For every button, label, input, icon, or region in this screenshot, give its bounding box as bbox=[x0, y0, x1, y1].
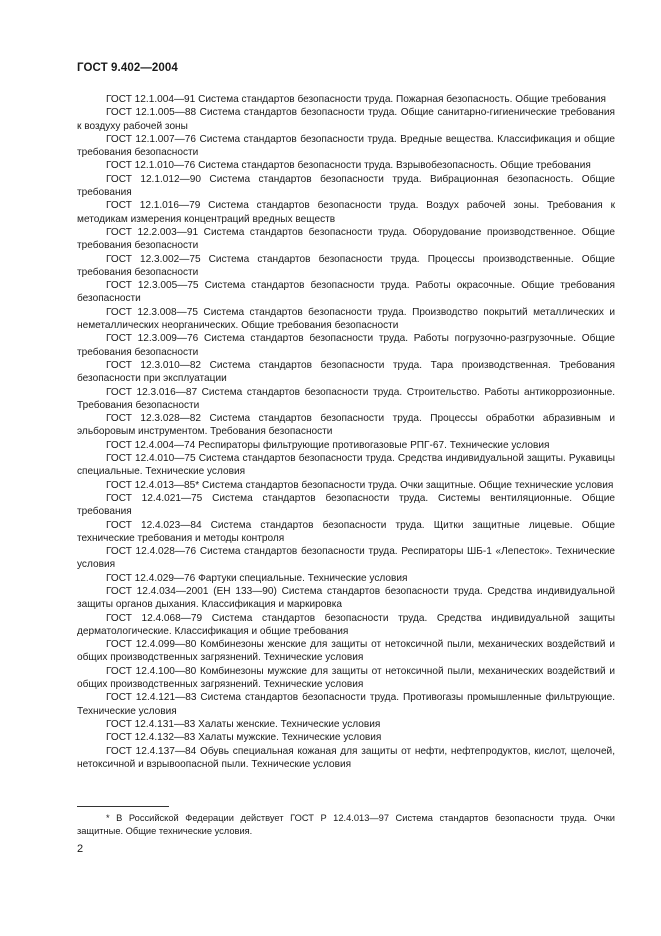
reference-item: ГОСТ 12.4.021—75 Система стандартов безопасности труда. Системы вентиляционные. Общие требования bbox=[77, 492, 615, 518]
reference-item: ГОСТ 12.4.137—84 Обувь специальная кожаная для защиты от нефти, нефтепродуктов, кислот, щелочей, нетоксичной и взрывоопасной пыли. Технические условия bbox=[77, 745, 615, 770]
reference-item: ГОСТ 12.2.003—91 Система стандартов безопасности труда. Оборудование производственное. Общие требования безопасности bbox=[77, 226, 615, 252]
reference-item: ГОСТ 12.4.029—76 Фартуки специальные. Технические условия bbox=[106, 572, 408, 584]
footnote: * В Российской Федерации действует ГОСТ Р 12.4.013—97 Система стандартов безопасности труда. Очки защитные. Общие технические условия. bbox=[77, 813, 615, 836]
reference-item: ГОСТ 12.4.131—83 Халаты женские. Технические условия bbox=[106, 718, 381, 730]
reference-item: ГОСТ 12.4.023—84 Система стандартов безопасности труда. Щитки защитные лицевые. Общие технические требования и методы контроля bbox=[77, 519, 615, 544]
reference-item: ГОСТ 12.3.009—76 Система стандартов безопасности труда. Работы погрузочно-разгрузочные. Общие требования безопасности bbox=[77, 333, 615, 358]
normative-references-list bbox=[77, 93, 615, 771]
footnote-divider bbox=[77, 806, 169, 807]
reference-item: ГОСТ 12.4.132—83 Халаты мужские. Технические условия bbox=[106, 732, 382, 744]
reference-item: ГОСТ 12.3.028—82 Система стандартов безопасности труда. Процессы обработки абразивным и эльборовым инструментом. Требования безопасности bbox=[77, 413, 615, 438]
reference-item: ГОСТ 12.4.010—75 Система стандартов безопасности труда. Средства индивидуальной защиты. Рукавицы специальные. Технические условия bbox=[77, 453, 615, 478]
reference-item: ГОСТ 12.4.004—74 Респираторы фильтрующие противогазовые РПГ-67. Технические условия bbox=[106, 439, 550, 451]
reference-item: ГОСТ 12.4.121—83 Система стандартов безопасности труда. Противогазы промышленные фильтрующие. Технические условия bbox=[77, 692, 615, 717]
reference-item: ГОСТ 12.4.099—80 Комбинезоны женские для защиты от нетоксичной пыли, механических воздействий и общих производственных загрязнений. Технические условия bbox=[77, 639, 615, 664]
document-header: ГОСТ 9.402—2004 bbox=[77, 62, 178, 74]
reference-item: ГОСТ 12.4.068—79 Система стандартов безопасности труда. Средства индивидуальной защиты дерматологические. Классификация и общие требования bbox=[77, 612, 615, 637]
reference-item: ГОСТ 12.1.010—76 Система стандартов безопасности труда. Взрывобезопасность. Общие требования bbox=[106, 160, 591, 172]
reference-item: ГОСТ 12.3.002—75 Система стандартов безопасности труда. Процессы производственные. Общие требования безопасности bbox=[77, 253, 615, 278]
reference-item: ГОСТ 12.1.005—88 Система стандартов безопасности труда. Общие санитарно-гигиенические требования к воздуху рабочей зоны bbox=[77, 107, 615, 132]
reference-item: ГОСТ 12.3.016—87 Система стандартов безопасности труда. Строительство. Работы антикоррозионные. Требования безопасности bbox=[77, 386, 615, 411]
reference-item: ГОСТ 12.1.012—90 Система стандартов безопасности труда. Вибрационная безопасность. Общие требования bbox=[77, 173, 615, 199]
reference-item: ГОСТ 12.1.004—91 Система стандартов безопасности труда. Пожарная безопасность. Общие требования bbox=[106, 94, 606, 105]
reference-item: ГОСТ 12.3.010—82 Система стандартов безопасности труда. Тара производственная. Требования безопасности при эксплуатации bbox=[77, 359, 615, 385]
reference-item: ГОСТ 12.1.007—76 Система стандартов безопасности труда. Вредные вещества. Классификация и общие требования безопасности bbox=[77, 133, 615, 159]
reference-item: ГОСТ 12.4.013—85* Система стандартов безопасности труда. Очки защитные. Общие технические условия bbox=[106, 479, 614, 491]
reference-item: ГОСТ 12.3.008—75 Система стандартов безопасности труда. Производство покрытий металлических и неметаллических неорганических. Общие требования безопасности bbox=[77, 306, 615, 332]
reference-item: ГОСТ 12.3.005—75 Система стандартов безопасности труда. Работы окрасочные. Общие требования безопасности bbox=[77, 280, 615, 305]
reference-item: ГОСТ 12.4.028—76 Система стандартов безопасности труда. Респираторы ШБ-1 «Лепесток». Технические условия bbox=[77, 546, 615, 571]
reference-item: ГОСТ 12.4.100—80 Комбинезоны мужские для защиты от нетоксичной пыли, механических воздействий и общих производственных загрязнений. Технические условия bbox=[77, 665, 615, 691]
reference-item: ГОСТ 12.1.016—79 Система стандартов безопасности труда. Воздух рабочей зоны. Требования к методикам измерения концентраций вредных веществ bbox=[77, 200, 615, 225]
reference-item: ГОСТ 12.4.034—2001 (ЕН 133—90) Система стандартов безопасности труда. Средства индивидуальной защиты органов дыхания. Классификация и маркировка bbox=[77, 585, 615, 611]
page-number: 2 bbox=[77, 843, 84, 855]
